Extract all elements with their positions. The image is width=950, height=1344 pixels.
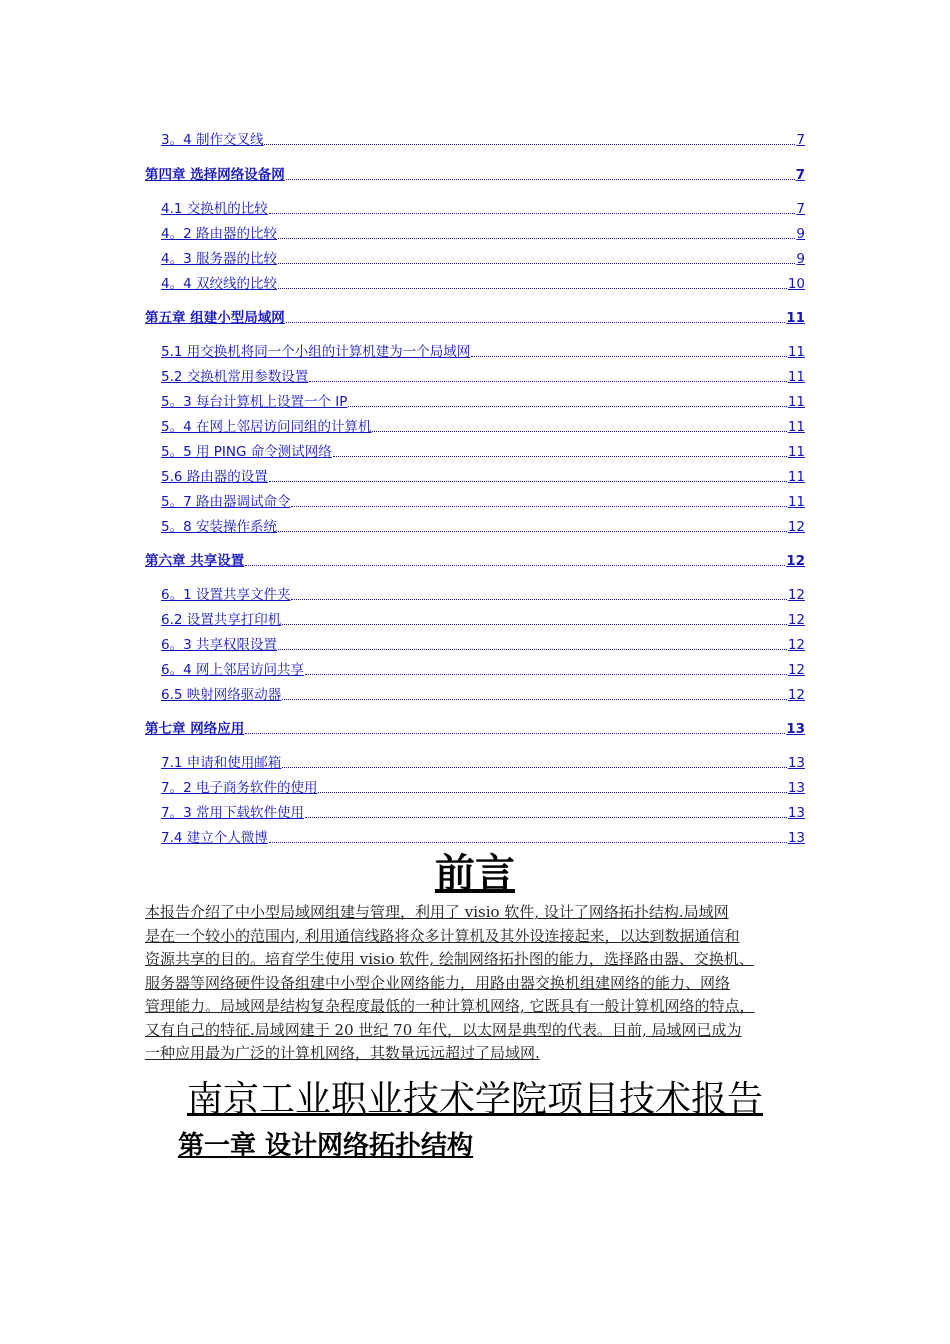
toc-page-number: 11 [787,394,805,410]
toc-section-entry[interactable] [161,633,805,653]
toc-dot-leader [309,380,787,382]
toc-section-entry[interactable] [161,415,805,435]
toc-page-number: 13 [787,830,805,846]
toc-dot-leader [282,766,787,768]
preface-line: 一种应用最为广泛的计算机网络，其数量远远超过了局域网. [145,1044,540,1062]
toc-entry-label: 第七章 网络应用 [145,721,245,737]
toc-page-number: 12 [787,519,805,535]
toc-section-entry[interactable] [161,197,805,217]
toc-page-number: 11 [787,369,805,385]
toc-page-number: 11 [787,419,805,435]
toc-page-number: 9 [796,251,805,267]
preface-line: 本报告介绍了中小型局域网组建与管理，利用了 visio 软件, 设计了网络拓扑结构.局域网 [145,903,729,921]
toc-entry-label: 第四章 选择网络设备网 [145,167,285,183]
toc-page-number: 13 [787,805,805,821]
chapter-heading: 第一章 设计网络拓扑结构 [178,1131,474,1161]
preface-line: 是在一个较小的范围内, 利用通信线路将众多计算机及其外设连接起来，以达到数据通信和 [145,926,740,945]
toc-dot-leader [333,455,787,457]
toc-page-number: 7 [796,201,805,217]
toc-section-entry[interactable] [161,776,805,796]
toc-section-entry[interactable] [161,608,805,628]
toc-entry-label: 4。3 服务器的比较 [161,251,277,267]
toc-dot-leader [372,430,786,432]
toc-entry-label: 5。3 每台计算机上设置一个 IP [161,394,348,410]
toc-page-number: 12 [787,612,805,628]
toc-section-entry[interactable] [161,801,805,821]
toc-entry-label: 5。4 在网上邻居访问同组的计算机 [161,419,372,435]
toc-page-number: 12 [786,553,805,569]
toc-section-entry[interactable] [161,751,805,771]
toc-entry-label: 4.1 交换机的比较 [161,201,268,217]
toc-entry-label: 第五章 组建小型局域网 [145,310,285,326]
toc-entry-label: 5.2 交换机常用参数设置 [161,369,309,385]
toc-dot-leader [278,237,795,239]
toc-chapter-entry[interactable] [145,549,805,569]
toc-page-number: 11 [786,310,805,326]
toc-dot-leader [269,841,787,843]
toc-page-number: 12 [787,637,805,653]
toc-page-number: 7 [796,132,805,148]
toc-dot-leader [286,178,795,180]
toc-entry-label: 6。4 网上邻居访问共享 [161,662,304,678]
toc-section-entry[interactable] [161,683,805,703]
toc-dot-leader [471,355,787,357]
toc-page-number: 13 [787,780,805,796]
toc-chapter-entry[interactable] [145,717,805,737]
toc-page-number: 13 [787,755,805,771]
preface-line: 管理能力。局域网是结构复杂程度最低的一种计算机网络, 它既具有一般计算机网络的特点， [145,997,755,1015]
toc-page-number: 7 [795,167,805,183]
toc-dot-leader [245,564,785,566]
toc-chapter-entry[interactable] [145,163,805,183]
toc-dot-leader [278,530,787,532]
toc-chapter-entry[interactable] [145,306,805,326]
toc-page-number: 9 [796,226,805,242]
toc-entry-label: 7。2 电子商务软件的使用 [161,780,318,796]
toc-section-entry[interactable] [161,515,805,535]
toc-dot-leader [286,321,786,323]
toc-entry-label: 7.1 申请和使用邮箱 [161,755,282,771]
toc-section-entry[interactable] [161,490,805,510]
toc-entry-label: 7.4 建立个人微博 [161,830,268,846]
toc-entry-label: 6.5 映射网络驱动器 [161,687,282,703]
toc-dot-leader [278,287,787,289]
toc-entry-label: 5。7 路由器调试命令 [161,494,291,510]
toc-dot-leader [291,598,786,600]
toc-section-entry[interactable] [161,440,805,460]
toc-dot-leader [269,212,796,214]
toc-page-number: 11 [787,469,805,485]
toc-entry-label: 5。5 用 PING 命令测试网络 [161,444,332,460]
toc-entry-label: 7。3 常用下载软件使用 [161,805,304,821]
toc-section-entry[interactable] [161,340,805,360]
toc-section-entry[interactable] [161,658,805,678]
toc-page-number: 11 [787,344,805,360]
toc-dot-leader [305,673,787,675]
toc-dot-leader [282,698,787,700]
toc-dot-leader [269,480,787,482]
toc-dot-leader [348,405,786,407]
toc-page-number: 10 [787,276,805,292]
toc-section-entry[interactable] [161,390,805,410]
toc-dot-leader [278,648,787,650]
toc-page-number: 12 [787,587,805,603]
toc-dot-leader [291,505,786,507]
preface-heading: 前言 [435,850,515,897]
toc-entry-label: 6。1 设置共享文件夹 [161,587,291,603]
preface-line: 资源共享的目的。培育学生使用 visio 软件, 绘制网络拓扑图的能力，选择路由器、交换机、 [145,950,754,968]
toc-entry-label: 6.2 设置共享打印机 [161,612,282,628]
toc-page-number: 12 [787,687,805,703]
preface-line: 又有自己的特征.局域网建于 20 世纪 70 年代，以太网是典型的代表。目前, 局域网已成为 [145,1020,742,1039]
toc-entry-label: 第六章 共享设置 [145,553,245,569]
toc-section-entry[interactable] [161,128,805,148]
toc-section-entry[interactable] [161,365,805,385]
toc-entry-label: 5.1 用交换机将同一个小组的计算机建为一个局域网 [161,344,471,360]
toc-dot-leader [318,791,786,793]
toc-section-entry[interactable] [161,272,805,292]
toc-section-entry[interactable] [161,247,805,267]
toc-entry-label: 3。4 制作交叉线 [161,132,264,148]
report-title: 南京工业职业技术学院项目技术报告 [186,1079,763,1120]
toc-entry-label: 4。2 路由器的比较 [161,226,277,242]
toc-section-entry[interactable] [161,826,805,846]
toc-dot-leader [278,262,795,264]
toc-entry-label: 6。3 共享权限设置 [161,637,277,653]
toc-dot-leader [264,143,795,145]
toc-page-number: 11 [787,444,805,460]
preface-line: 服务器等网络硬件设备组建中小型企业网络能力，用路由器交换机组建网络的能力、网络 [145,973,731,992]
toc-page-number: 11 [787,494,805,510]
toc-dot-leader [282,623,787,625]
toc-entry-label: 5。8 安装操作系统 [161,519,277,535]
toc-page-number: 13 [786,721,805,737]
toc-section-entry[interactable] [161,222,805,242]
toc-dot-leader [305,816,787,818]
toc-dot-leader [245,732,785,734]
toc-section-entry[interactable] [161,583,805,603]
toc-entry-label: 4。4 双绞线的比较 [161,276,277,292]
toc-section-entry[interactable] [161,465,805,485]
toc-page-number: 12 [787,662,805,678]
toc-entry-label: 5.6 路由器的设置 [161,469,268,485]
